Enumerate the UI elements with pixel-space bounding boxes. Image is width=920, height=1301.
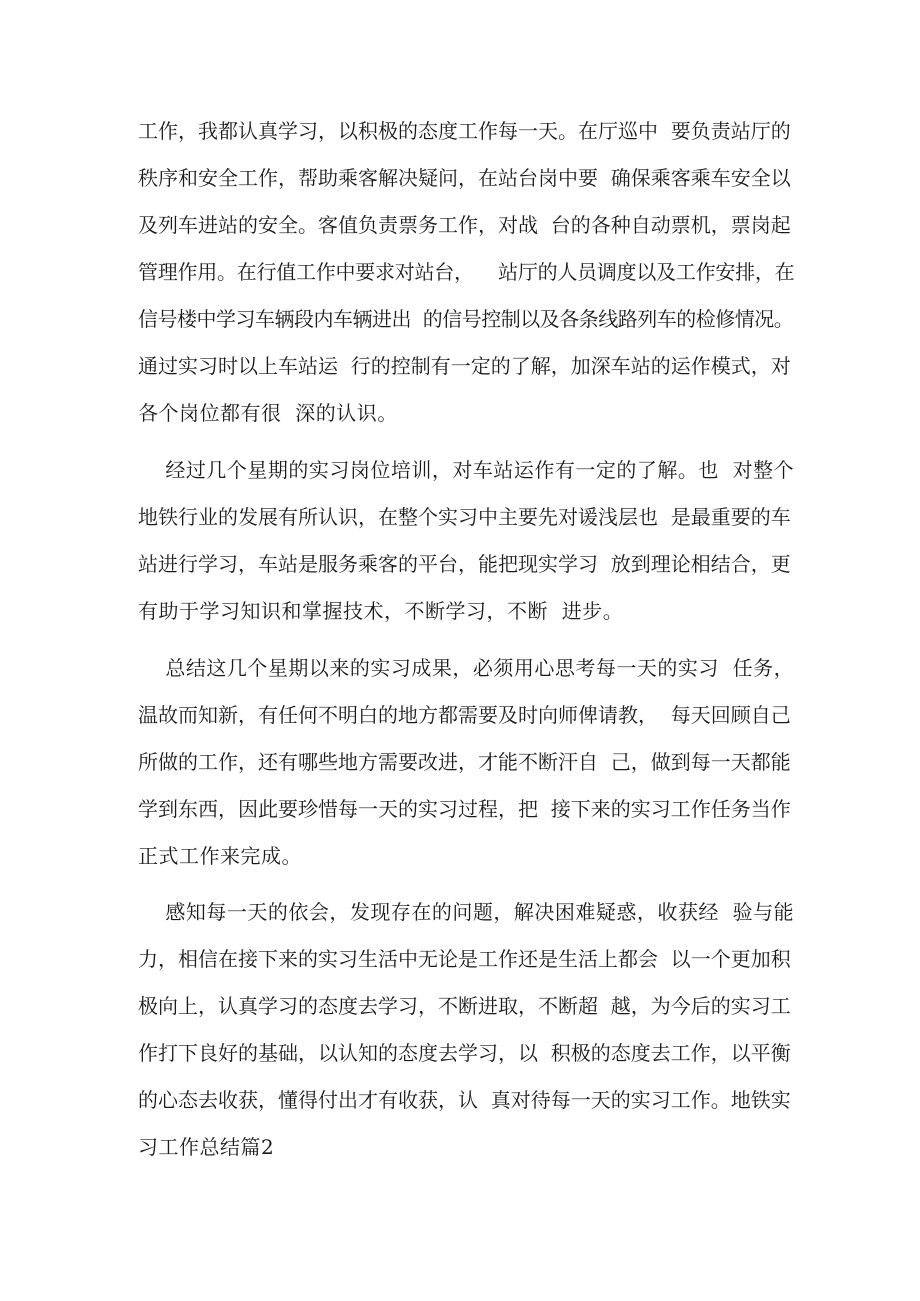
paragraph-3-line-5: 正式工作来完成。 bbox=[138, 844, 302, 868]
paragraph-1-line-6: 通过实习时以上车站运 行的控制有一定的了解，加深车站的运作模式，对 bbox=[138, 354, 791, 378]
paragraph-4-line-1: 感知每一天的依会，发现存在的问题，解决困难疑惑，收获经 验与能 bbox=[138, 900, 795, 924]
paragraph-1-line-7: 各个岗位都有很 深的认识。 bbox=[138, 401, 398, 425]
paragraph-1-line-1: 工作，我都认真学习，以积极的态度工作每一天。在厅巡中 要负责站厅的 bbox=[138, 119, 791, 143]
paragraph-2-line-4: 有助于学习知识和掌握技术，不断学习，不断 进步。 bbox=[138, 599, 624, 623]
paragraph-1-line-3: 及列车进站的安全。客值负责票务工作，对战 台的各种自动票机，票岗起 bbox=[138, 213, 791, 237]
paragraph-4-line-4: 作打下良好的基础，以认知的态度去学习，以 积极的态度去工作，以平衡 bbox=[138, 1041, 791, 1065]
paragraph-3-line-1: 总结这几个星期以来的实习成果，必须用心思考每一天的实习 任务， bbox=[138, 656, 795, 680]
paragraph-4-line-6: 习工作总结篇2 bbox=[138, 1135, 275, 1159]
paragraph-1-line-2: 秩序和安全工作，帮助乘客解决疑问，在站台岗中要 确保乘客乘车安全以 bbox=[138, 166, 791, 190]
paragraph-2-line-3: 站进行学习，车站是服务乘客的平台，能把现实学习 放到理论相结合，更 bbox=[138, 552, 791, 576]
paragraph-1-line-5: 信号楼中学习车辆段内车辆进出 的信号控制以及各条线路列车的检修情况。 bbox=[138, 307, 794, 331]
paragraph-4-line-5: 的心态去收获，懂得付出才有收获，认 真对待每一天的实习工作。地铁实 bbox=[138, 1088, 791, 1112]
paragraph-1-line-4: 管理作用。在行值工作中要求对站台， 站厅的人员调度以及工作安排，在 bbox=[138, 260, 795, 284]
paragraph-4-line-3: 极向上，认真学习的态度去学习，不断进取，不断超 越，为今后的实习工 bbox=[138, 994, 791, 1018]
paragraph-3-line-4: 学到东西，因此要珍惜每一天的实习过程，把 接下来的实习工作任务当作 bbox=[138, 797, 791, 821]
paragraph-2-line-1: 经过几个星期的实习岗位培训，对车站运作有一定的了解。也 对整个 bbox=[138, 458, 795, 482]
paragraph-2-line-2: 地铁行业的发展有所认识，在整个实习中主要先对谖浅层也 是最重要的车 bbox=[138, 505, 791, 529]
paragraph-4-line-2: 力，相信在接下来的实习生活中无论是工作还是生活上都会 以一个更加积 bbox=[138, 947, 791, 971]
paragraph-3-line-3: 所做的工作，还有哪些地方需要改进，才能不断汗自 己，做到每一天都能 bbox=[138, 750, 791, 774]
paragraph-3-line-2: 温故而知新，有任何不明白的地方都需要及时向师俾请教， 每天回顾自己 bbox=[138, 703, 791, 727]
